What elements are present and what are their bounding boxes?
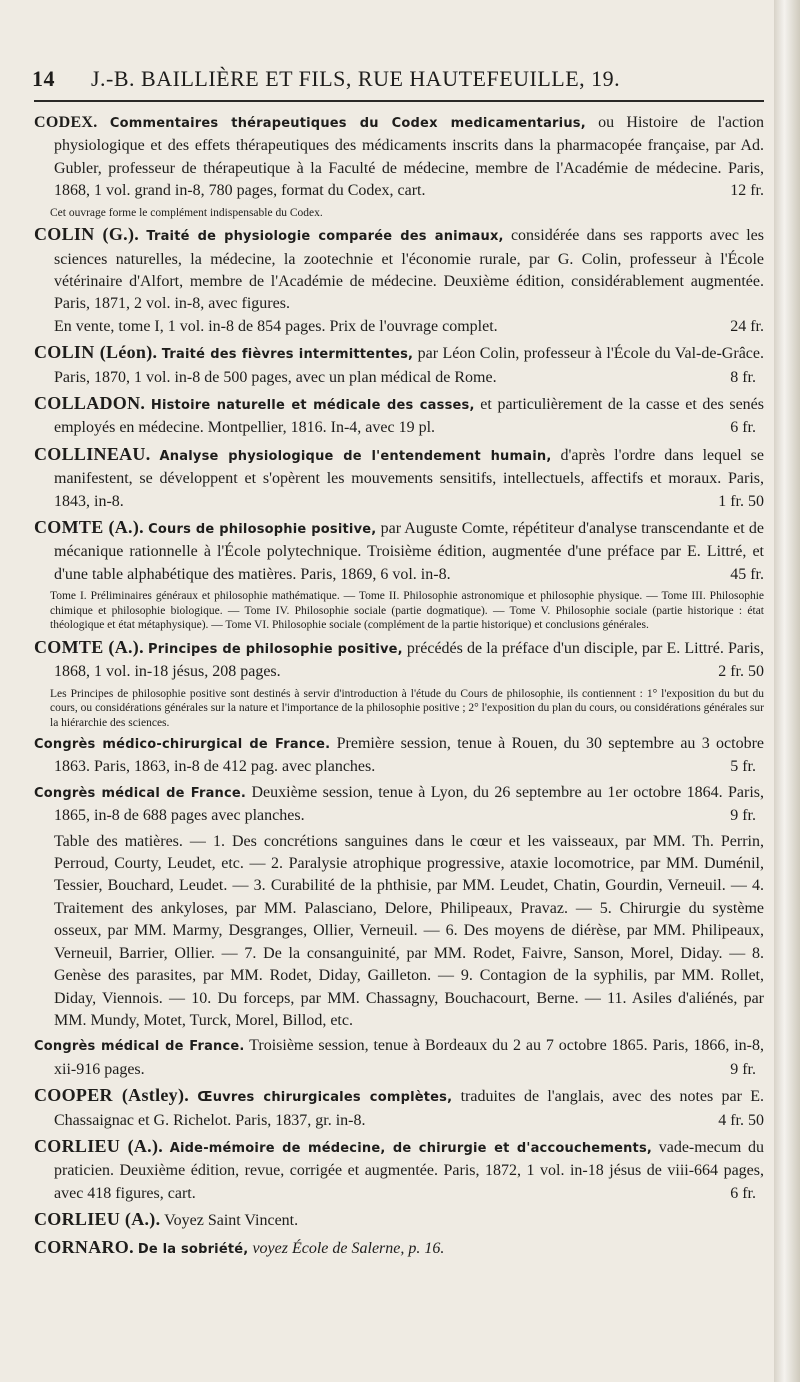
entry-price: 4 fr. 50 <box>718 1111 764 1129</box>
entry-body: Première session, tenue à Rouen, du 30 septembre au 3 octobre 1863. Paris, 1863, in-8 de 412 pag. avec planches. <box>54 735 764 776</box>
entry-author: COLLINEAU. <box>34 443 151 464</box>
entry-price: 12 fr. <box>730 182 764 200</box>
entry-author: CODEX. <box>34 114 98 131</box>
entry-author: COMTE (A.). <box>34 636 144 657</box>
entry-body: d'après l'ordre dans lequel se manifestent, se développent et s'opèrent les mouvements sensitifs, intellectuels, affectifs et moraux. Paris, 1843, in-8. <box>54 446 765 510</box>
catalog-entry <box>34 1135 764 1205</box>
catalog-entry <box>34 516 764 586</box>
header-rule <box>34 100 764 102</box>
entry-author: Congrès médico-chirurgical de France. <box>34 737 331 753</box>
catalog-entry <box>34 782 764 828</box>
entry-author: COOPER (Astley). <box>34 1085 190 1106</box>
entry-price: 1 fr. 50 <box>718 492 764 510</box>
entry-title: De la sobriété, <box>137 1241 249 1257</box>
catalog-entry <box>34 733 764 779</box>
entry-price: 6 fr. <box>730 1184 756 1202</box>
catalog-entry <box>34 1208 764 1232</box>
entry-title: Principes de philosophie positive, <box>148 641 403 657</box>
entry-title: Œuvres chirurgicales complètes, <box>197 1090 453 1106</box>
entry-note: Les Principes de philosophie positive sont destinés à servir d'introduction à l'étude du Cours de philosophie, ils contiennent : 1° l'exposition du but du cours, ou considérations générales sur la nature et l'importance de la philosophie positive ; 2° l'exposition du plan du cours, ou considérations générales sur la hiérarchie des sciences. <box>50 687 764 729</box>
entry-author: COLLADON. <box>34 392 146 413</box>
catalog-entry <box>34 1035 764 1081</box>
entry-body: traduites de l'anglais, avec des notes par E. Chassaignac et G. Richelot. Paris, 1837, gr. in-8. <box>54 1088 765 1129</box>
entry-author: COLIN (Léon). <box>34 342 158 363</box>
entry-title: Commentaires thérapeutiques du Codex medicamentarius, <box>109 116 586 131</box>
entry-title: Histoire naturelle et médicale des casses, <box>150 397 475 413</box>
entry-body: précédés de la préface d'un disciple, par E. Littré. Paris, 1868, 1 vol. in-18 jésus, 208 pages. <box>54 639 765 681</box>
entry-body: Deuxième session, tenue à Lyon, du 26 septembre au 1er octobre 1864. Paris, 1865, in-8 de 688 pages avec planches. <box>54 783 765 825</box>
entry-author: COLIN (G.). <box>34 224 140 245</box>
entry-price: 6 fr. <box>730 419 756 437</box>
entry-body: ou Histoire de l'action physiologique et des effets thérapeutiques des médicaments inscrits dans la pharmacopée française, par Ad. Gubler, professeur de thérapeutique à la Faculté de médecine, membre de l'Académie de médecine. Paris, 1868, 1 vol. grand in-8, 780 pages, format du Codex, cart. <box>54 114 764 200</box>
entry-price: 45 fr. <box>730 565 764 583</box>
entry-availability: En vente, tome I, 1 vol. in-8 de 854 pages. Prix de l'ouvrage complet. 24 fr. <box>54 316 764 338</box>
entry-body: vade-mecum du praticien. Deuxième édition, revue, corrigée et augmentée. Paris, 1872, 1 vol. in-18 jésus de viii-664 pages, avec 418 figures, cart. <box>54 1138 765 1202</box>
entry-price: 24 fr. <box>730 317 764 335</box>
entry-author: COMTE (A.). <box>34 517 144 537</box>
entry-author: CORLIEU (A.). <box>34 1135 164 1156</box>
entry-price: 9 fr. <box>730 807 756 825</box>
entry-author: Congrès médical de France. <box>34 785 247 801</box>
entry-body: par Auguste Comte, répétiteur d'analyse transcendante et de mécanique rationnelle à l'École polytechnique. Troisième édition, augmentée d'une préface par E. Littré, et d'une table alphabétique des matières. Paris, 1869, 6 vol. in-8. <box>54 520 765 583</box>
entry-note: Tome I. Préliminaires généraux et philosophie mathématique. — Tome II. Philosophie astronomique et philosophie physique. — Tome III. Philosophie chimique et philosophie biologique. — Tome IV. Philosophie sociale (partie dogmatique). — Tome V. Philosophie sociale (partie historique : état théologique et état métaphysique). — Tome VI. Philosophie sociale (complément de la partie historique) et conclusions générales. <box>50 590 764 632</box>
entry-author: Congrès médical de France. <box>34 1039 245 1055</box>
catalog-entry <box>34 112 764 203</box>
entry-author: CORLIEU (A.). <box>34 1209 161 1230</box>
entry-body: Voyez Saint Vincent. <box>164 1212 299 1230</box>
catalog-entry <box>34 1236 764 1261</box>
entry-price: 2 fr. 50 <box>718 663 764 681</box>
running-title: J.-B. BAILLIÈRE ET FILS, RUE HAUTEFEUILLE, 19. <box>91 66 621 91</box>
entry-body: voyez École de Salerne, p. 16. <box>252 1239 445 1257</box>
entry-title: Aide-mémoire de médecine, de chirurgie et d'accouchements, <box>169 1140 653 1156</box>
entry-body: Troisième session, tenue à Bordeaux du 2 au 7 octobre 1865. Paris, 1866, in-8, xii-916 pages. <box>54 1037 765 1078</box>
catalog-entry <box>34 443 764 513</box>
entry-title: Traité de physiologie comparée des animaux, <box>146 229 504 245</box>
entry-price: 5 fr. <box>730 758 756 776</box>
entry-title: Analyse physiologique de l'entendement humain, <box>159 448 552 464</box>
entry-price: 9 fr. <box>730 1060 756 1078</box>
page-number: 14 <box>32 66 55 91</box>
page-edge <box>774 0 800 1382</box>
entry-contents: Table des matières. — 1. Des concrétions sanguines dans le cœur et les vaisseaux, par MM. Th. Perrin, Perroud, Courty, Leudet, etc. — 2. Paralysie atrophique progressive, ataxie locomotrice, par MM. Duménil, Tessier, Bouchard, Leudet. — 3. Curabilité de la phthisie, par MM. Leudet, Chatin, Gourdin, Verneuil. — 4. Traitement des ankyloses, par MM. Palasciano, Delore, Philipeaux, Pravaz. — 5. Chirurgie du système osseux, par MM. Marmy, Desgranges, Ollier, Verneuil. — 6. Des moyens de diérèse, par MM. Philipeaux, Verneuil, Barrier, Ollier. — 7. De la consanguinité, par MM. Rodet, Faivre, Sanson, Morel, Diday. — 8. Genèse des parasites, par MM. Rodet, Diday, Gailleton. — 9. Contagion de la syphilis, par MM. Rollet, Diday, Viennois. — 10. Du forceps, par MM. Chassagny, Bouchacourt, Berne. — 11. Asiles d'aliénés, par MM. Mundy, Motet, Turck, Morel, Billod, etc. <box>54 832 764 1029</box>
catalog-entry <box>34 341 764 389</box>
entry-title: Traité des fièvres intermittentes, <box>161 347 414 363</box>
entry-price: 8 fr. <box>730 368 756 386</box>
catalog-entry <box>34 1084 764 1132</box>
catalog-entry <box>34 636 764 684</box>
entry-note: Cet ouvrage forme le complément indispensable du Codex. <box>50 206 323 219</box>
catalog-entry <box>34 392 764 440</box>
entry-title: Cours de philosophie positive, <box>148 522 377 537</box>
catalog-entry <box>34 223 764 338</box>
entry-body: et particulièrement de la casse et des senés employés en médecine. Montpellier, 1816. In-4, avec 19 pl. <box>54 395 765 437</box>
catalog-entries <box>34 112 764 1264</box>
entry-author: CORNARO. <box>34 1236 134 1257</box>
entry-body: par Léon Colin, professeur à l'École du Val-de-Grâce. Paris, 1870, 1 vol. in-8 de 500 pages, avec un plan médical de Rome. <box>54 345 764 386</box>
page-header <box>32 66 764 92</box>
entry-body: considérée dans ses rapports avec les sciences naturelles, la médecine, la zootechnie et l'économie rurale, par G. Colin, professeur à l'École vétérinaire d'Alfort, membre de l'Académie de médecine. Deuxième édition, considérablement augmentée. Paris, 1871, 2 vol. in-8, avec figures. <box>54 227 764 313</box>
